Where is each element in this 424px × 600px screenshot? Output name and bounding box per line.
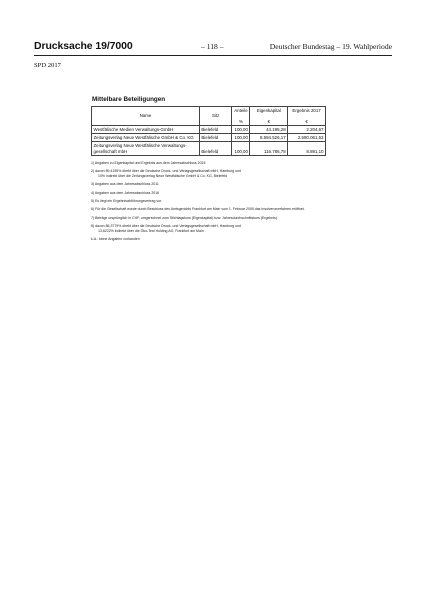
header-anteile-unit: % — [239, 118, 243, 124]
document-number — [34, 40, 133, 52]
page-header — [34, 40, 392, 54]
footnote — [91, 207, 331, 212]
cell-name: Zeitungsverlag Neue Westfälische GmbH & Co. KG — [92, 134, 200, 142]
table-row — [92, 142, 326, 156]
cell-sitz: Bielefeld — [199, 126, 232, 134]
footnote — [91, 169, 331, 178]
holdings-table — [91, 106, 326, 156]
header-anteile — [232, 107, 250, 126]
cell-eigenkapital: 116.786,78 — [250, 142, 288, 156]
footnote-continuation: 10% indirekt über die Zeitungsverlag Neue Westfälische GmbH & Co. KG, Bielefeld — [98, 174, 228, 179]
document-number-value: 7000 — [109, 40, 133, 52]
footnote-text: 8) davon 86,3779% direkt über die Deutsche Druck- und Verlagsgesellschaft mbH, Hamburg und — [91, 223, 241, 228]
footnote — [91, 216, 331, 221]
footnotes — [91, 161, 331, 245]
header-eigenkapital-unit: € — [267, 118, 271, 124]
header-rule — [34, 55, 392, 56]
cell-eigenkapital: 44.195,28 — [250, 126, 288, 134]
cell-ergebnis: 8.891,10 — [288, 142, 326, 156]
cell-sitz: Bielefeld — [199, 134, 232, 142]
footnote — [91, 237, 331, 242]
header-ergebnis — [288, 107, 326, 126]
footnote-text: 2) davon 89,4155% direkt über die Deutsche Druck- und Verlagsgesellschaft mbH, Hamburg und — [91, 169, 241, 174]
header-eigenkapital — [250, 107, 288, 126]
footnote-text: 6) Für die Gesellschaft wurde durch Beschluss des Amtsgerichts Frankfurt am Main vom 1. Februar 2005 das Insolvenzverfahren eröffnet. — [91, 207, 305, 212]
footnote-text: 4) Angaben aus dem Jahresabschluss 2016 — [91, 190, 160, 195]
table-row — [92, 134, 326, 142]
header-name: Name — [92, 107, 200, 126]
parliament-term: Deutscher Bundestag – 19. Wahlperiode — [269, 42, 392, 51]
cell-name: Zeitungsverlag Neue Westfälische Verwaltungs-gesellschaft mbH — [92, 142, 200, 156]
footnote-continuation: 13,6222% indirekt über die Öko-Test Holding AG, Frankfurt am Main — [98, 228, 204, 233]
footnote — [91, 182, 331, 187]
cell-eigenkapital: 8.594.526,17 — [250, 134, 288, 142]
header-anteile-label: Anteile — [234, 107, 248, 113]
cell-anteile: 100,00 — [232, 134, 250, 142]
table-header-row — [92, 107, 326, 126]
footnote — [91, 191, 331, 196]
cell-ergebnis: 2.590.061,53 — [288, 134, 326, 142]
header-ergebnis-unit: € — [305, 118, 308, 124]
section-title: Mittelbare Beteiligungen — [92, 96, 166, 103]
footnote-text: 7) Beträge ursprünglich in CHF, umgerechnet zum Stichtagskurs (Eigenkapital) bzw. Jahresdurchschnittskurs (Ergebnis) — [91, 215, 277, 220]
document-number-prefix: Drucksache 19/ — [34, 40, 110, 52]
table-row — [92, 126, 326, 134]
footnote-text: k.A.: keine Angaben vorhanden — [91, 236, 140, 241]
footnote-text: 3) Angaben aus dem Jahresabschluss 2011 — [91, 182, 159, 187]
header-eigenkapital-label: Eigenkapital — [256, 107, 281, 113]
cell-anteile: 100,00 — [232, 126, 250, 134]
cell-ergebnis: 2.204,67 — [288, 126, 326, 134]
cell-sitz: Bielefeld — [199, 142, 232, 156]
page-number: – 118 – — [201, 42, 224, 51]
cell-name: Westfälische Medien Verwaltungs-GmbH — [92, 126, 200, 134]
header-ergebnis-label: Ergebnis 2017 — [292, 107, 321, 113]
party-label: SPD 2017 — [34, 62, 61, 69]
footnote — [91, 161, 331, 166]
footnote-text: 1) Angaben zu Eigenkapital und Ergebnis aus dem Jahresabschluss 2015 — [91, 161, 206, 165]
footnote — [91, 224, 331, 233]
cell-anteile: 100,00 — [232, 142, 250, 156]
header-sitz: Sitz — [199, 107, 232, 126]
footnote — [91, 199, 331, 204]
footnote-text: 5) Es liegt ein Ergebnisabführungsvertrag vor. — [91, 198, 163, 203]
